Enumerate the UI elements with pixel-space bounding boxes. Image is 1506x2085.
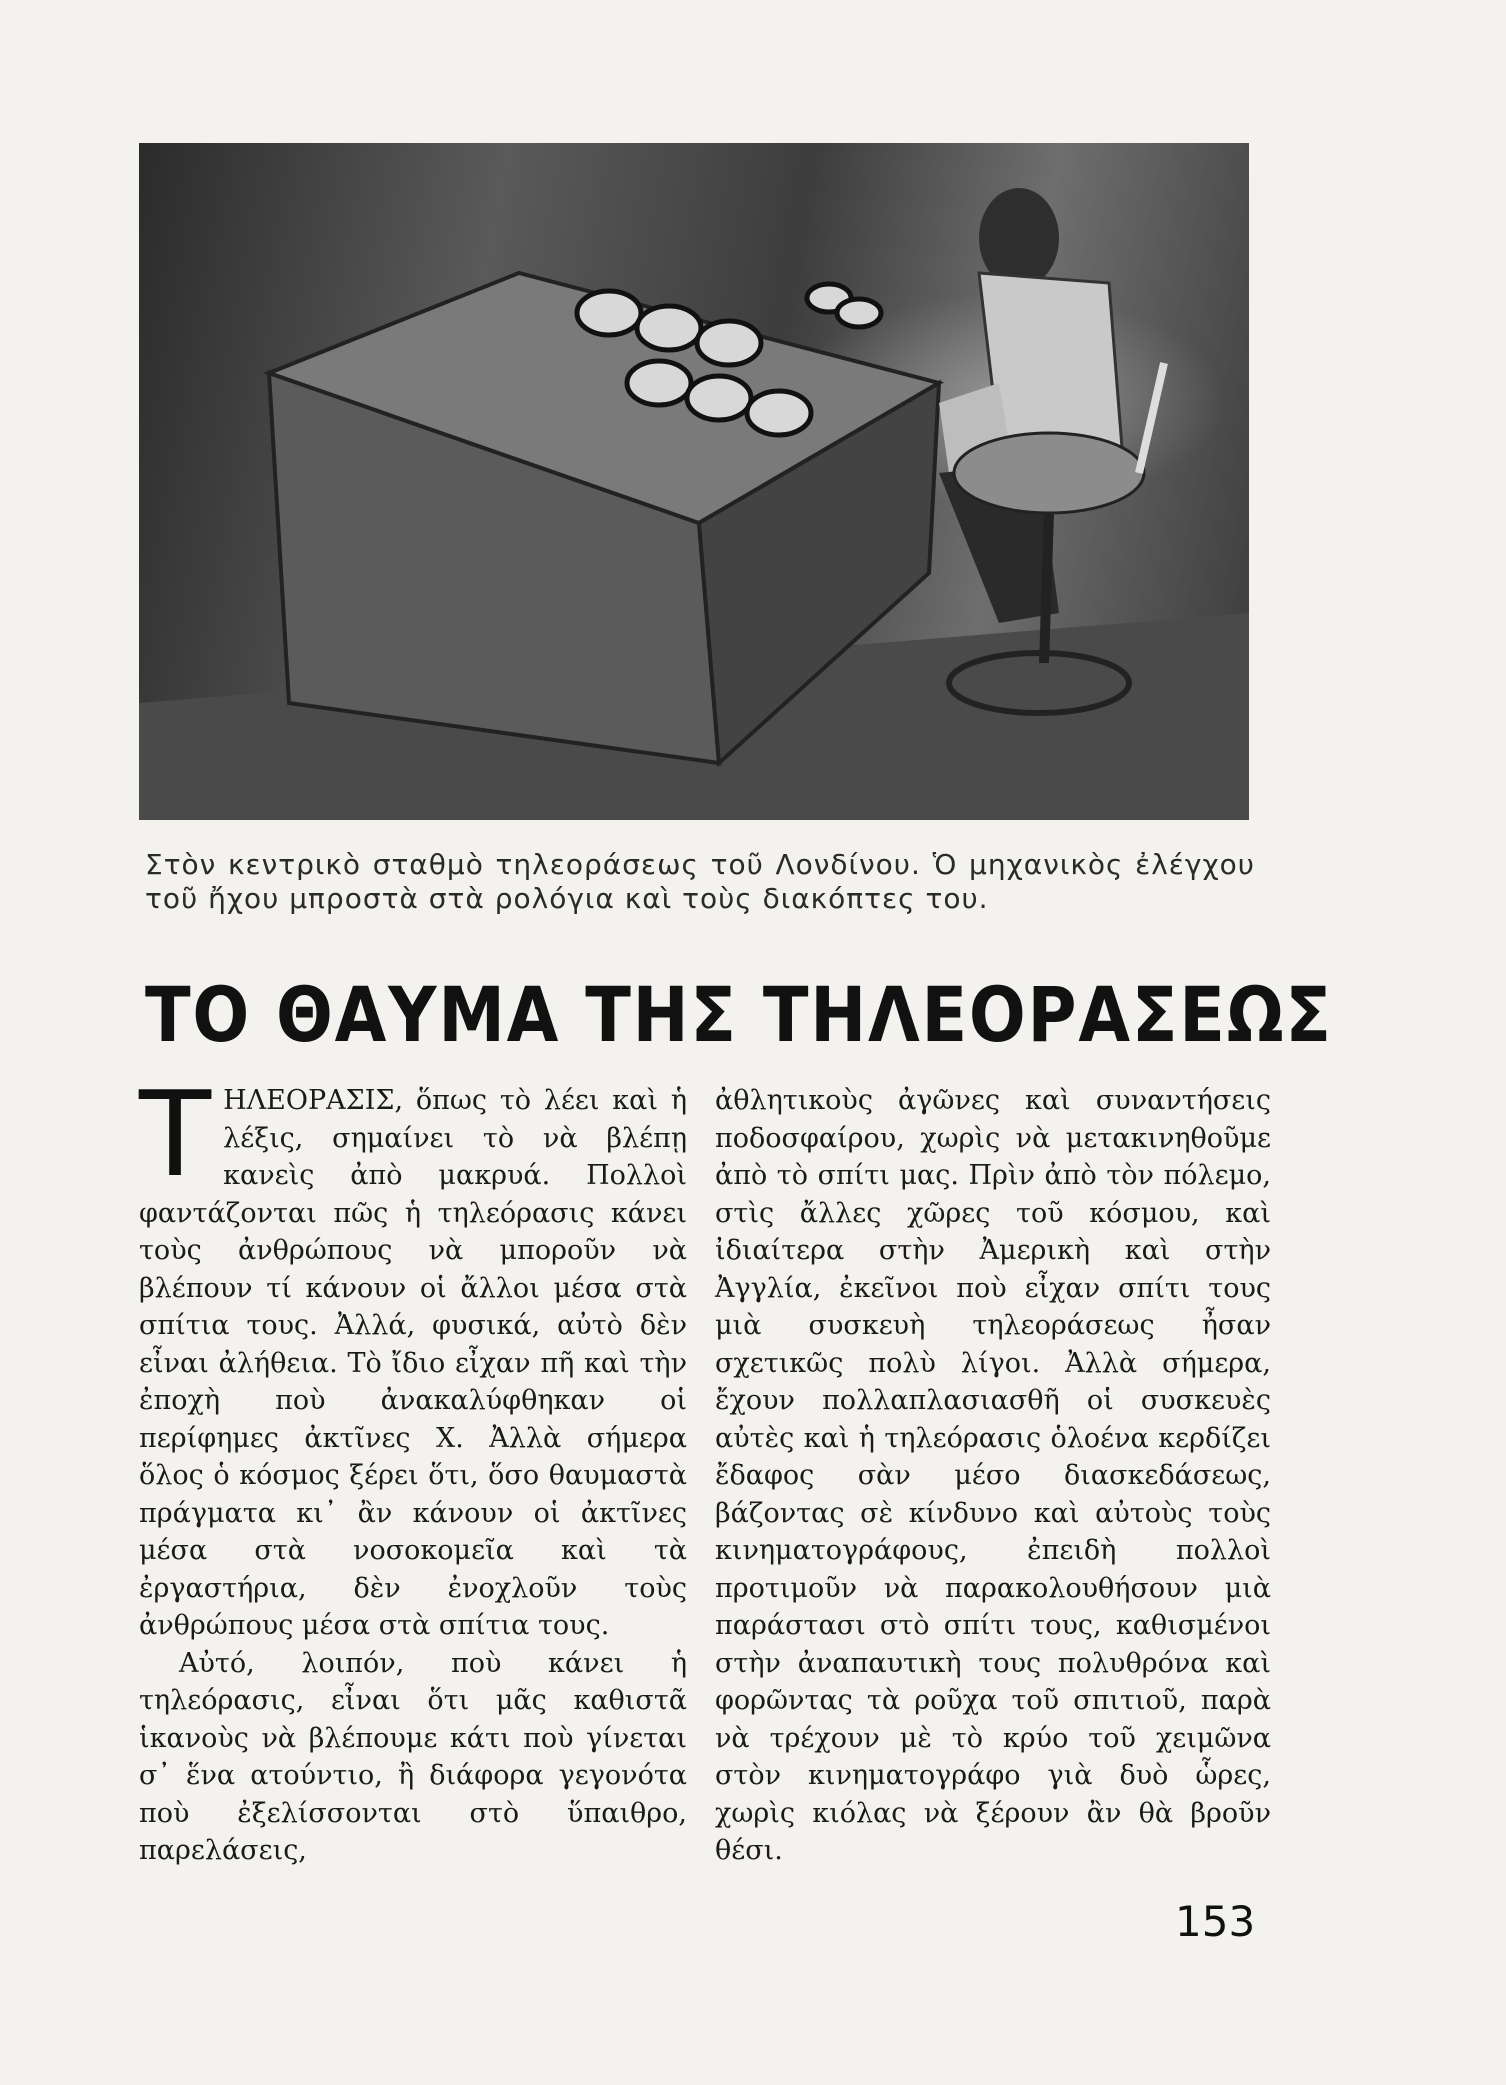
- paragraph-text: ΗΛΕΟΡΑΣΙΣ, ὅπως τὸ λέει καὶ ἡ λέξις, σημαίνει τὸ νὰ βλέπῃ κανεὶς ἀπὸ μακρυά. Πολλοὶ φαντάζονται πῶς ἡ τηλεόρασις κάνει τοὺς ἀνθρώπους νὰ μποροῦν νὰ βλέπουν τί κάνουν οἱ ἄλλοι μέσα στὰ σπίτια τους. Ἀλλά, φυσικά, αὐτὸ δὲν εἶναι ἀλήθεια. Τὸ ἴδιο εἶχαν πῆ καὶ τὴν ἐποχὴ ποὺ ἀνακαλύφθηκαν οἱ περίφημες ἀκτῖνες Χ. Ἀλλὰ σήμερα ὅλος ὁ κόσμος ξέρει ὅτι, ὅσο θαυμαστὰ πράγματα κι᾿ ἂν κάνουν οἱ ἀκτῖνες μέσα στὰ νοσοκομεῖα καὶ τὰ ἐργαστήρια, δὲν ἐνοχλοῦν τοὺς ἀνθρώπους μέσα στὰ σπίτια τους.: [139, 1085, 687, 1641]
- article-column-right: [715, 1082, 1271, 1870]
- drop-cap: Τ: [139, 1065, 212, 1203]
- article-photo: [139, 143, 1249, 820]
- article-column-left: [139, 1065, 687, 1870]
- article-headline: ΤΟ ΘΑΥΜΑ ΤΗΣ ΤΗΛΕΟΡΑΣΕΩΣ: [145, 970, 1333, 1059]
- article-paragraph: Αὐτό, λοιπόν, ποὺ κάνει ἡ τηλεόρασις, εἶναι ὅτι μᾶς καθιστᾶ ἱκανοὺς νὰ βλέπουμε κάτι ποὺ γίνεται σ᾿ ἕνα ατούντιο, ἢ διάφορα γεγονότα ποὺ ἐξελίσσονται στὸ ὕπαιθρο, παρελάσεις,: [139, 1647, 687, 1866]
- page-number: 153: [1175, 1897, 1256, 1946]
- photo-caption: Στὸν κεντρικὸ σταθμὸ τηλεοράσεως τοῦ Λονδίνου. Ὁ μηχανικὸς ἐλέγχου τοῦ ἤχου μπροστὰ στὰ ρολόγια καὶ τοὺς διακόπτες του.: [145, 848, 1255, 915]
- article-paragraph: [139, 1065, 687, 1645]
- photo-illustration: [139, 143, 1249, 820]
- article-paragraph: ἀθλητικοὺς ἀγῶνες καὶ συναντήσεις ποδοσφαίρου, χωρὶς νὰ μετακινηθοῦμε ἀπὸ τὸ σπίτι μας. Πρὶν ἀπὸ τὸν πόλεμο, στὶς ἄλλες χῶρες τοῦ κόσμου, καὶ ἰδιαίτερα στὴν Ἀμερικὴ καὶ στὴν Ἀγγλία, ἐκεῖνοι ποὺ εἶχαν σπίτι τους μιὰ συσκευὴ τηλεοράσεως ἦσαν σχετικῶς πολὺ λίγοι. Ἀλλὰ σήμερα, ἔχουν πολλαπλασιασθῆ οἱ συσκευὲς αὐτὲς καὶ ἡ τηλεόρασις ὁλοένα κερδίζει ἔδαφος σὰν μέσο διασκεδάσεως, βάζοντας σὲ κίνδυνο καὶ αὐτοὺς τοὺς κινηματογράφους, ἐπειδὴ πολλοὶ προτιμοῦν νὰ παρακολουθήσουν μιὰ παράστασι στὸ σπίτι τους, καθισμένοι στὴν ἀναπαυτικὴ τους πολυθρόνα καὶ φορῶντας τὰ ροῦχα τοῦ σπιτιοῦ, παρὰ νὰ τρέχουν μὲ τὸ κρύο τοῦ χειμῶνα στὸν κινηματογράφο γιὰ δυὸ ὧρες, χωρὶς κιόλας νὰ ξέρουν ἂν θὰ βροῦν θέσι.: [715, 1085, 1271, 1866]
